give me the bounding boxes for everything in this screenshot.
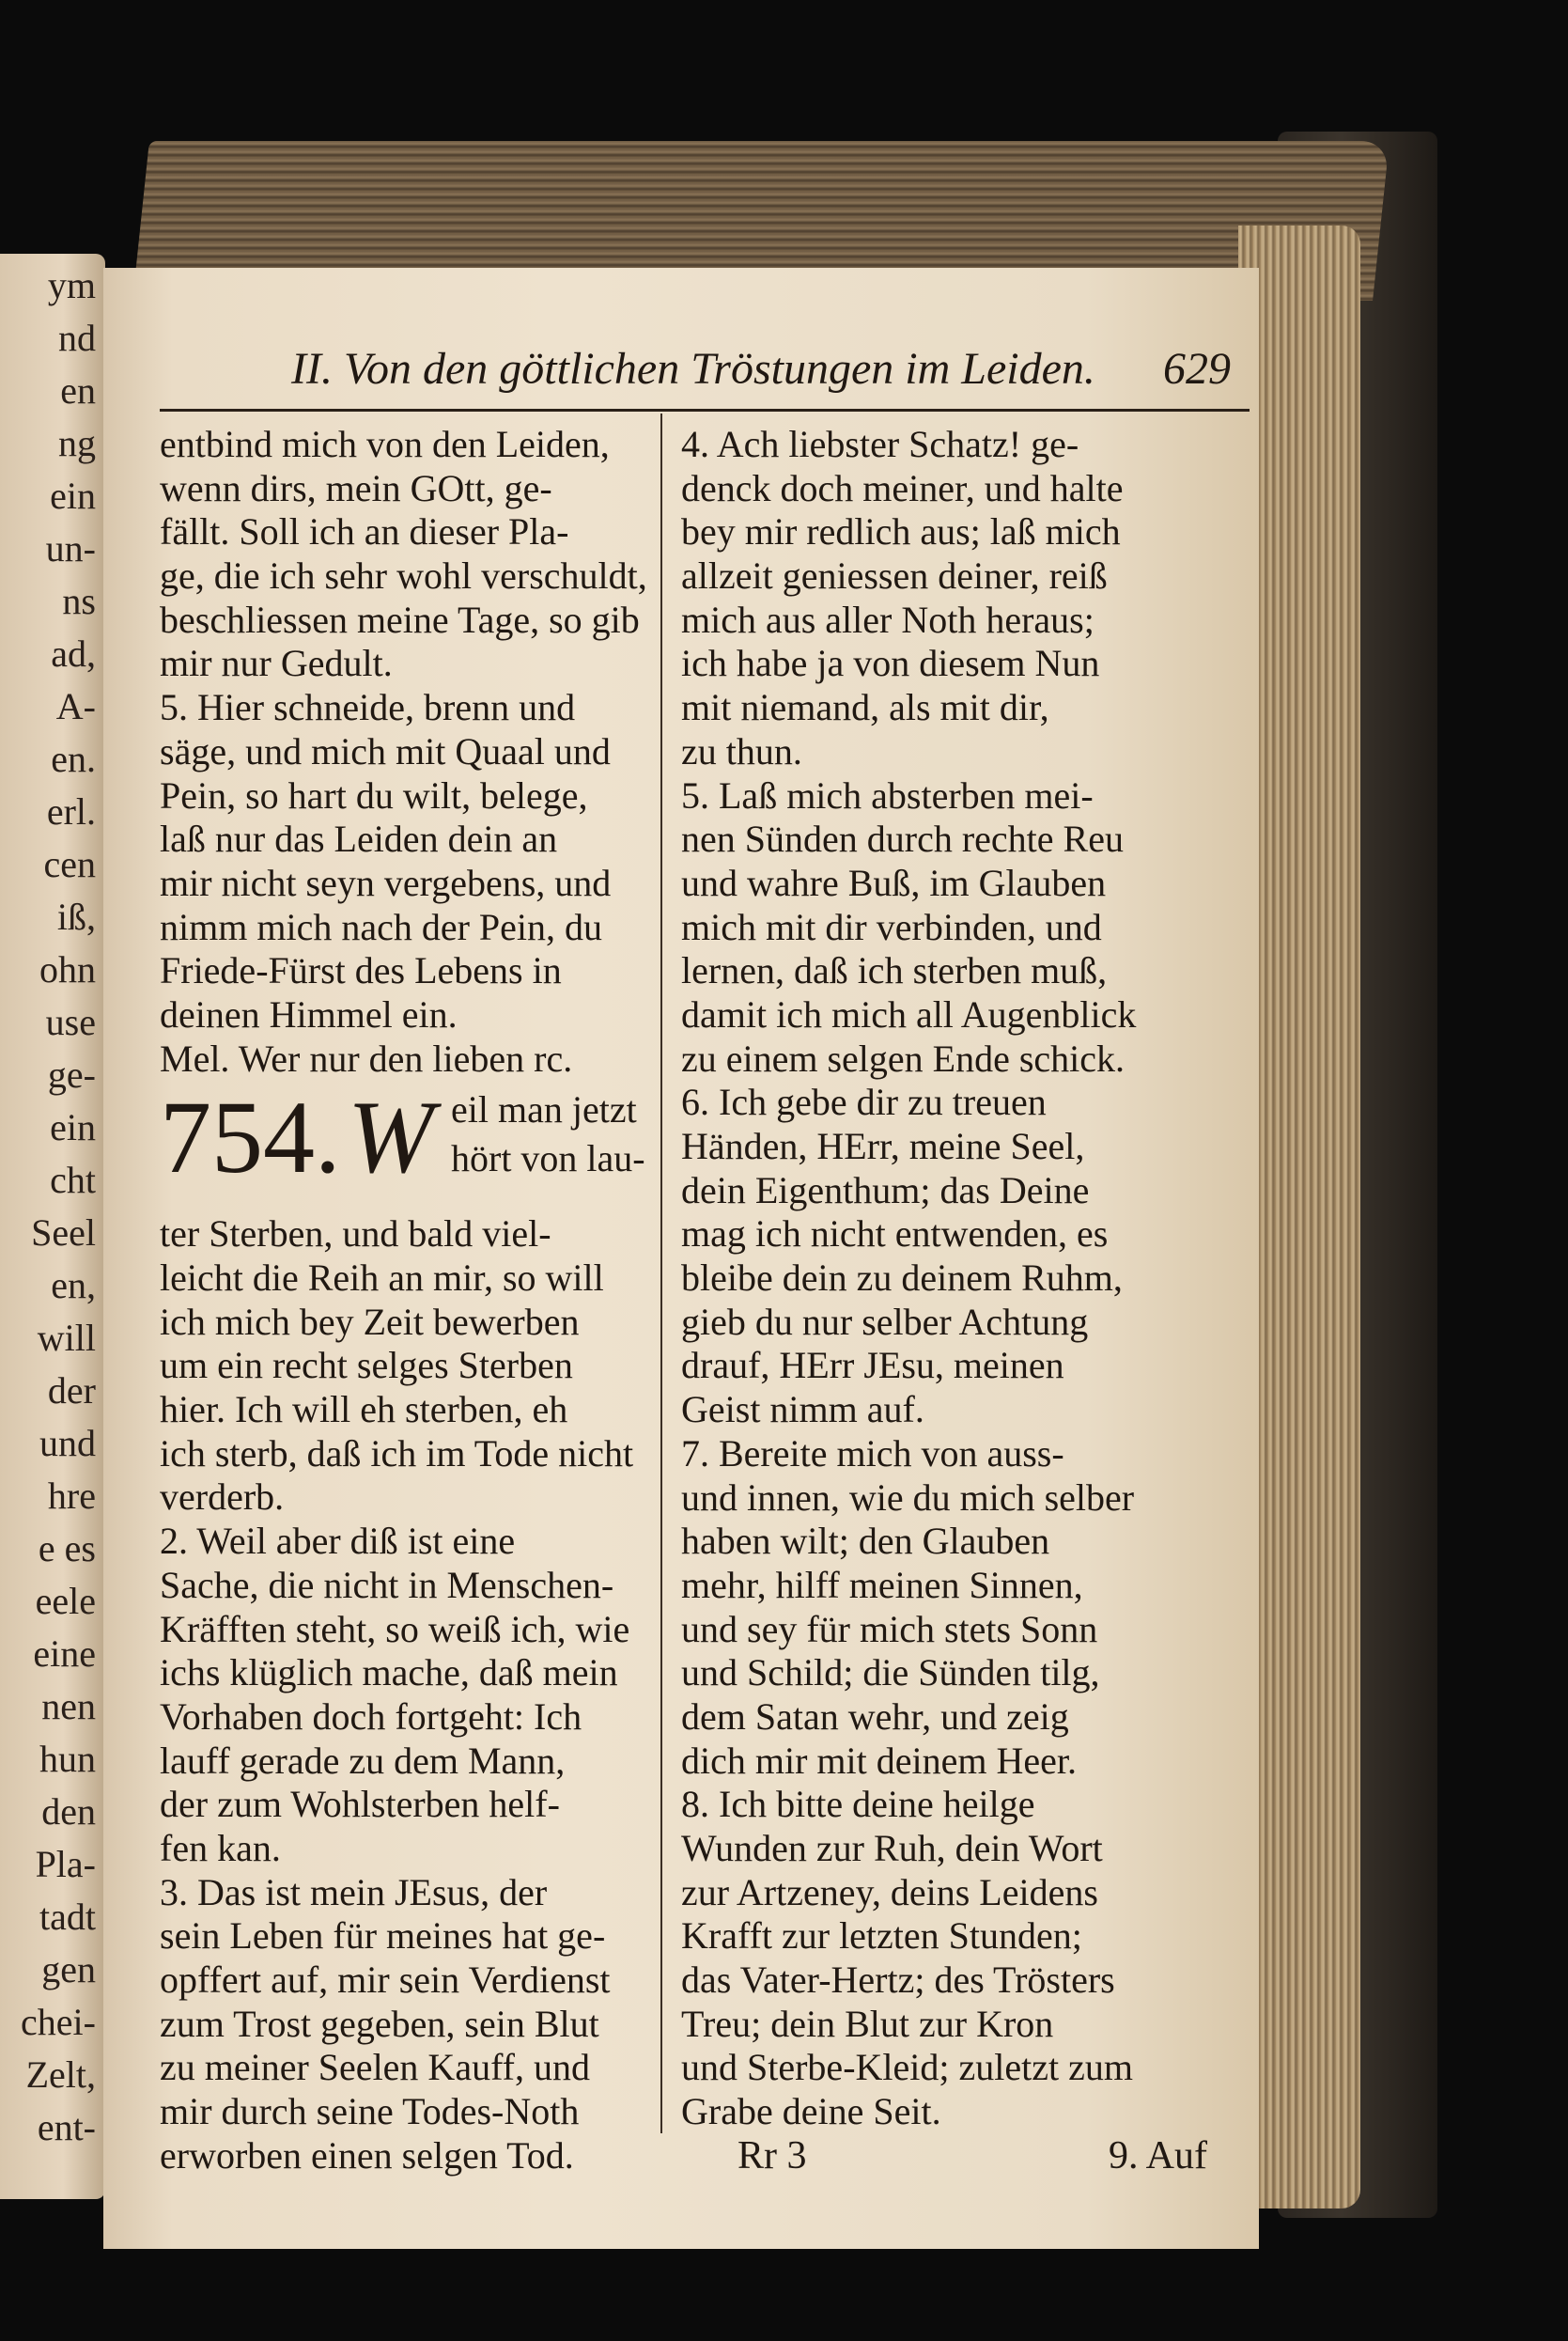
text-line: 5. Laß mich absterben mei- — [681, 773, 1094, 817]
previous-page-fragment: ge- — [47, 1053, 96, 1096]
signature-mark: Rr 3 — [737, 2134, 807, 2177]
previous-page-fragment: iß, — [56, 896, 96, 938]
drop-capital: W — [348, 1080, 434, 1195]
text-line: hier. Ich will eh sterben, eh — [160, 1388, 568, 1431]
text-line: und wahre Buß, im Glauben — [681, 861, 1107, 904]
previous-page-fragment: ng — [58, 422, 96, 464]
text-line: 2. Weil aber diß ist eine — [160, 1520, 516, 1563]
text-line: mir nur Gedult. — [160, 642, 393, 685]
text-line: mir nicht seyn vergebens, und — [160, 861, 612, 904]
previous-page-fragment: den — [41, 1790, 96, 1833]
left-column — [160, 423, 648, 2177]
text-line: mit niemand, als mit dir, — [681, 686, 1049, 729]
previous-page-fragment: e es — [38, 1527, 96, 1569]
text-line: Händen, HErr, meine Seel, — [681, 1125, 1085, 1167]
text-line: beschliessen meine Tage, so gib — [160, 598, 640, 641]
text-line: und innen, wie du mich selber — [681, 1475, 1135, 1519]
text-line: lauff gerade zu dem Mann, — [160, 1739, 566, 1782]
text-line: bey mir redlich aus; laß mich — [681, 510, 1121, 554]
previous-page-fragment: ent- — [37, 2106, 96, 2148]
text-line: mag ich nicht entwenden, es — [681, 1212, 1109, 1256]
previous-page-fragment: hun — [39, 1738, 96, 1780]
text-line: haben wilt; den Glauben — [681, 1520, 1050, 1563]
text-line: Mel. Wer nur den lieben rc. — [160, 1037, 573, 1080]
text-line: Friede-Fürst des Lebens in — [160, 949, 562, 992]
hymn-heading — [160, 1081, 648, 1212]
text-line: mir durch seine Todes-Noth — [160, 2090, 580, 2133]
text-line: mehr, hilff meinen Sinnen, — [681, 1563, 1083, 1606]
text-line: opffert auf, mir sein Verdienst — [160, 1959, 611, 2001]
text-line: Kräfften steht, so weiß ich, wie — [160, 1607, 630, 1650]
text-line: ge, die ich sehr wohl verschuldt, — [160, 554, 647, 598]
text-line: denck doch meiner, und halte — [681, 466, 1124, 509]
page — [103, 268, 1259, 2249]
text-line: wenn dirs, mein GOtt, ge- — [160, 466, 552, 509]
previous-page-fragment: tadt — [39, 1896, 96, 1938]
previous-page-fragment: Zelt, — [25, 2053, 96, 2096]
text-line: nimm mich nach der Pein, du — [160, 905, 603, 948]
text-line: verderb. — [160, 1475, 285, 1519]
page-number: 629 — [1163, 344, 1231, 394]
text-line: zur Artzeney, deins Leidens — [681, 1870, 1098, 1913]
previous-page-fragment: ohn — [39, 948, 96, 991]
previous-page-fragment: nen — [41, 1685, 96, 1727]
previous-page-fragment: ein — [50, 475, 96, 517]
text-line: Pein, so hart du wilt, belege, — [160, 773, 588, 817]
text-line: 5. Hier schneide, brenn und — [160, 686, 576, 729]
text-line: zum Trost gegeben, sein Blut — [160, 2002, 599, 2045]
previous-page-fragment: ein — [50, 1106, 96, 1148]
text-line: dein Eigenthum; das Deine — [681, 1168, 1090, 1211]
text-line: Krafft zur letzten Stunden; — [681, 1914, 1082, 1958]
previous-page-fragment: eele — [35, 1580, 96, 1622]
text-line: säge, und mich mit Quaal und — [160, 729, 611, 773]
text-line: 7. Bereite mich von auss- — [681, 1431, 1064, 1475]
running-header — [291, 343, 1231, 409]
page-footer — [681, 2133, 1207, 2190]
text-line: Grabe deine Seit. — [681, 2090, 941, 2133]
text-line: gieb du nur selber Achtung — [681, 1300, 1089, 1343]
previous-page-fragment: en — [60, 369, 96, 412]
catchword: 9. Auf — [1109, 2134, 1207, 2177]
text-line: nen Sünden durch rechte Reu — [681, 818, 1124, 861]
text-line: fällt. Soll ich an dieser Pla- — [160, 510, 569, 554]
previous-page-fragment: der — [47, 1369, 96, 1412]
text-line: 8. Ich bitte deine heilge — [681, 1783, 1035, 1826]
right-column — [681, 423, 1193, 2134]
text-line: erworben einen selgen Tod. — [160, 2133, 574, 2177]
text-line: sein Leben für meines hat ge- — [160, 1914, 606, 1958]
text-line: ter Sterben, und bald viel- — [160, 1212, 551, 1256]
text-line: ich mich bey Zeit bewerben — [160, 1300, 580, 1343]
hymn-second-line: hört von lau- — [451, 1137, 645, 1180]
previous-page-sliver — [0, 254, 105, 2199]
previous-page-fragment: en. — [51, 738, 96, 780]
text-line: mich mit dir verbinden, und — [681, 905, 1102, 948]
text-line: deinen Himmel ein. — [160, 992, 458, 1036]
text-line: das Vater-Hertz; des Trösters — [681, 1959, 1115, 2002]
previous-page-fragment: use — [45, 1001, 96, 1043]
text-line: ichs klüglich mache, daß mein — [160, 1651, 618, 1694]
previous-page-fragment: A- — [55, 685, 96, 727]
previous-page-fragment: chei- — [21, 2001, 96, 2043]
text-line: ich habe ja von diesem Nun — [681, 642, 1100, 685]
text-line: und Sterbe-Kleid; zuletzt zum — [681, 2046, 1133, 2089]
previous-page-fragment: gen — [41, 1948, 96, 1990]
text-line: zu thun. — [681, 729, 802, 773]
previous-page-fragment: cht — [50, 1159, 96, 1201]
previous-page-fragment: en, — [51, 1264, 96, 1306]
hymn-number: 754. — [160, 1080, 341, 1195]
text-line: laß nur das Leiden dein an — [160, 818, 558, 861]
previous-page-fragment: erl. — [46, 790, 96, 833]
text-line: Treu; dein Blut zur Kron — [681, 2002, 1054, 2045]
column-divider — [660, 414, 662, 2133]
previous-page-fragment: und — [39, 1422, 96, 1464]
text-line: dem Satan wehr, und zeig — [681, 1694, 1069, 1738]
text-line: drauf, HErr JEsu, meinen — [681, 1344, 1064, 1387]
text-line: lernen, daß ich sterben muß, — [681, 949, 1108, 992]
previous-page-fragment: un- — [45, 527, 96, 570]
text-line: damit ich mich all Augenblick — [681, 992, 1137, 1036]
text-line: und Schild; die Sünden tilg, — [681, 1651, 1100, 1694]
previous-page-fragment: Seel — [31, 1211, 96, 1254]
previous-page-fragment: Pla- — [35, 1843, 96, 1885]
text-line: Sache, die nicht in Menschen- — [160, 1563, 614, 1606]
text-line: um ein recht selges Sterben — [160, 1344, 573, 1387]
previous-page-fragment: hre — [47, 1475, 96, 1517]
header-title: II. Von den göttlichen Tröstungen im Leiden. — [291, 344, 1095, 394]
text-line: der zum Wohlsterben helf- — [160, 1783, 560, 1826]
text-line: 3. Das ist mein JEsus, der — [160, 1870, 548, 1913]
text-line: allzeit geniessen deiner, reiß — [681, 554, 1108, 598]
previous-page-fragment: cen — [43, 843, 96, 885]
text-line: Vorhaben doch fortgeht: Ich — [160, 1694, 582, 1738]
text-line: Geist nimm auf. — [681, 1388, 924, 1431]
text-line: 6. Ich gebe dir zu treuen — [681, 1081, 1047, 1124]
text-line: 4. Ach liebster Schatz! ge- — [681, 423, 1079, 465]
text-line: zu meiner Seelen Kauff, und — [160, 2046, 590, 2089]
text-line: entbind mich von den Leiden, — [160, 423, 610, 465]
text-line: und sey für mich stets Sonn — [681, 1607, 1098, 1650]
previous-page-fragment: ns — [62, 580, 96, 622]
previous-page-fragment: nd — [58, 317, 96, 359]
previous-page-fragment: eine — [33, 1632, 96, 1675]
previous-page-fragment: ym — [47, 264, 96, 306]
text-line: mich aus aller Noth heraus; — [681, 598, 1094, 641]
text-line: ich sterb, daß ich im Tode nicht — [160, 1431, 634, 1475]
text-line: zu einem selgen Ende schick. — [681, 1037, 1126, 1080]
text-line: leicht die Reih an mir, so will — [160, 1256, 604, 1299]
hymn-first-line: eil man jetzt — [451, 1088, 637, 1131]
text-line: bleibe dein zu deinem Ruhm, — [681, 1256, 1123, 1300]
header-rule — [160, 409, 1250, 412]
text-line: fen kan. — [160, 1826, 281, 1869]
text-line: dich mir mit deinem Heer. — [681, 1739, 1077, 1782]
previous-page-fragment: will — [37, 1317, 96, 1359]
previous-page-fragment: ad, — [51, 632, 96, 675]
text-line: Wunden zur Ruh, dein Wort — [681, 1827, 1103, 1869]
